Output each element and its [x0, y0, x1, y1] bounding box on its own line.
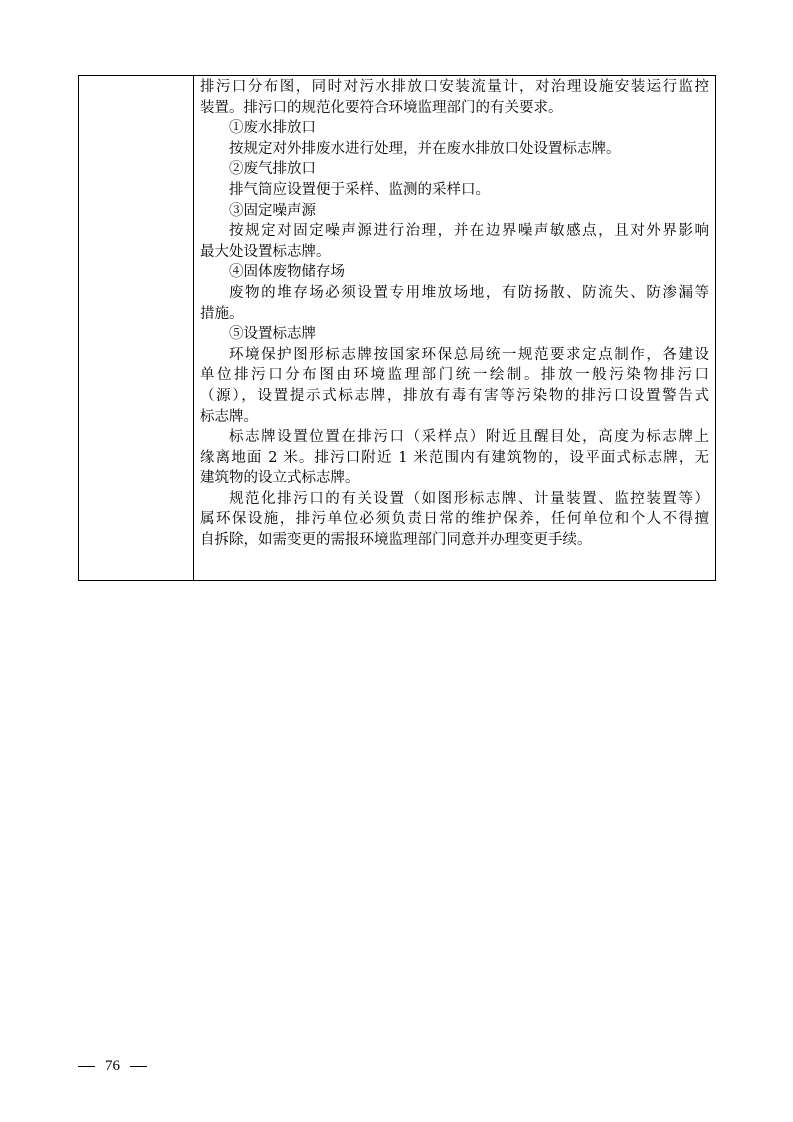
text-line: 建筑物的设立式标志牌。	[200, 470, 360, 487]
text-line: 单位排污口分布图由环境监理部门统一绘制。排放一般污染物排污口	[200, 367, 709, 384]
footer-dash-left	[78, 1066, 95, 1067]
table-right-cell	[194, 76, 715, 580]
page-footer	[78, 1057, 147, 1075]
text-line: （源），设置提示式标志牌，排放有毒有害等污染物的排污口设置警告式	[200, 387, 709, 404]
section-heading-noise-source: ③固定噪声源	[229, 202, 316, 219]
text-line: 环境保护图形标志牌按国家环保总局统一规范要求定点制作，各建设	[229, 346, 709, 363]
text-line: 标志牌。	[200, 408, 258, 425]
text-line: 规范化排污口的有关设置（如图形标志牌、计量装置、监控装置等）	[229, 490, 709, 507]
text-line: 标志牌设置位置在排污口（采样点）附近且醒目处，高度为标志牌上	[229, 429, 709, 446]
table-left-cell	[79, 76, 194, 580]
text-line: 排气筒应设置便于采样、监测的采样口。	[229, 181, 490, 198]
page-number: 76	[105, 1058, 120, 1074]
section-heading-solid-waste-storage: ④固体废物储存场	[229, 264, 345, 281]
text-line: 排污口分布图，同时对污水排放口安装流量计，对治理设施安装运行监控	[200, 79, 709, 95]
text-line: 属环保设施，排污单位必须负责日常的维护保养，任何单位和个人不得擅	[200, 511, 709, 528]
text-line: 按规定对固定噪声源进行治理，并在边界噪声敏感点，且对外界影响	[229, 223, 709, 240]
section-heading-wastewater-outlet: ①废水排放口	[229, 120, 316, 137]
content-table	[78, 75, 716, 581]
text-line: 废物的堆存场必须设置专用堆放场地，有防扬散、防流失、防渗漏等	[229, 284, 709, 301]
section-heading-signboard: ⑤设置标志牌	[229, 326, 316, 343]
text-line: 最大处设置标志牌。	[200, 243, 331, 260]
text-line: 缘离地面 2 米。排污口附近 1 米范围内有建筑物的，设平面式标志牌，无	[200, 449, 709, 466]
footer-dash-right	[130, 1066, 147, 1067]
text-line: 按规定对外排废水进行处理，并在废水排放口处设置标志牌。	[229, 140, 621, 157]
section-heading-exhaust-outlet: ②废气排放口	[229, 161, 316, 178]
text-line: 装置。排污口的规范化要符合环境监理部门的有关要求。	[200, 99, 563, 116]
text-line: 自拆除，如需变更的需报环境监理部门同意并办理变更手续。	[200, 532, 592, 549]
text-line: 措施。	[200, 305, 244, 322]
